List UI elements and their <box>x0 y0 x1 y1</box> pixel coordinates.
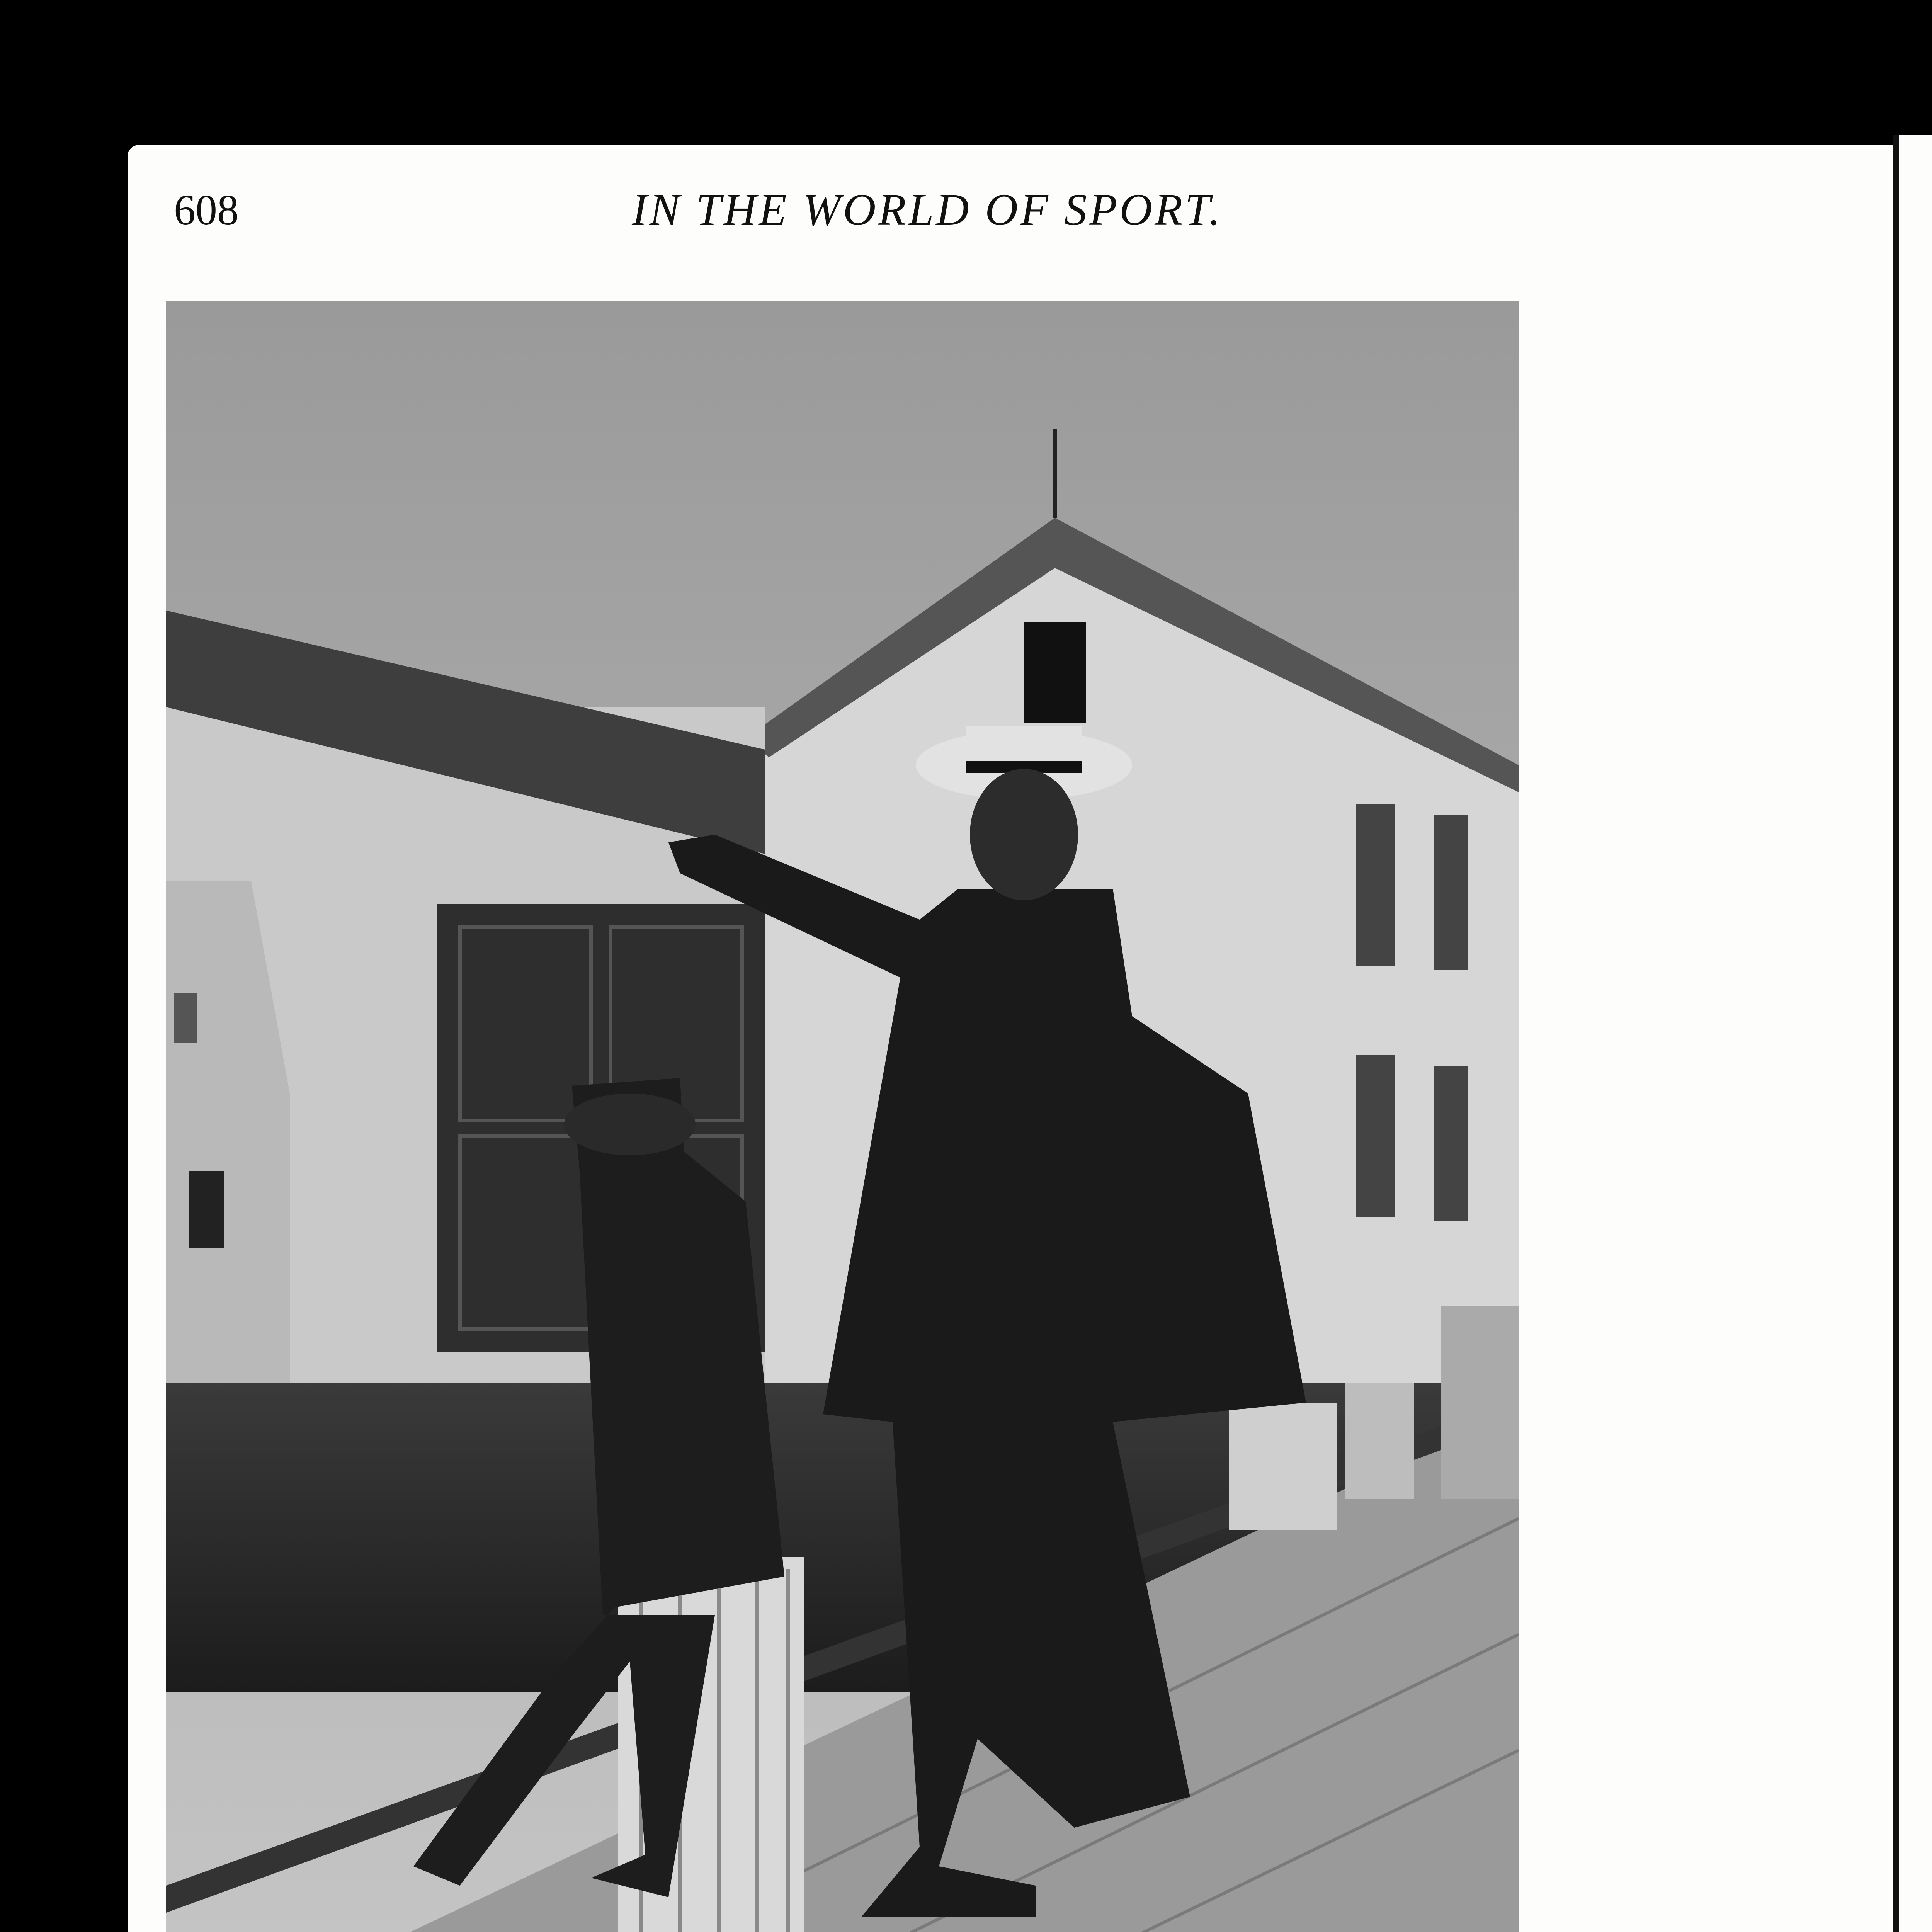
photograph <box>166 301 1519 1932</box>
page-number: 608 <box>174 186 239 234</box>
facing-page-edge <box>1893 135 1932 1932</box>
gable-window <box>1024 622 1086 723</box>
running-head: IN THE WORLD OF SPORT. <box>632 184 1223 235</box>
